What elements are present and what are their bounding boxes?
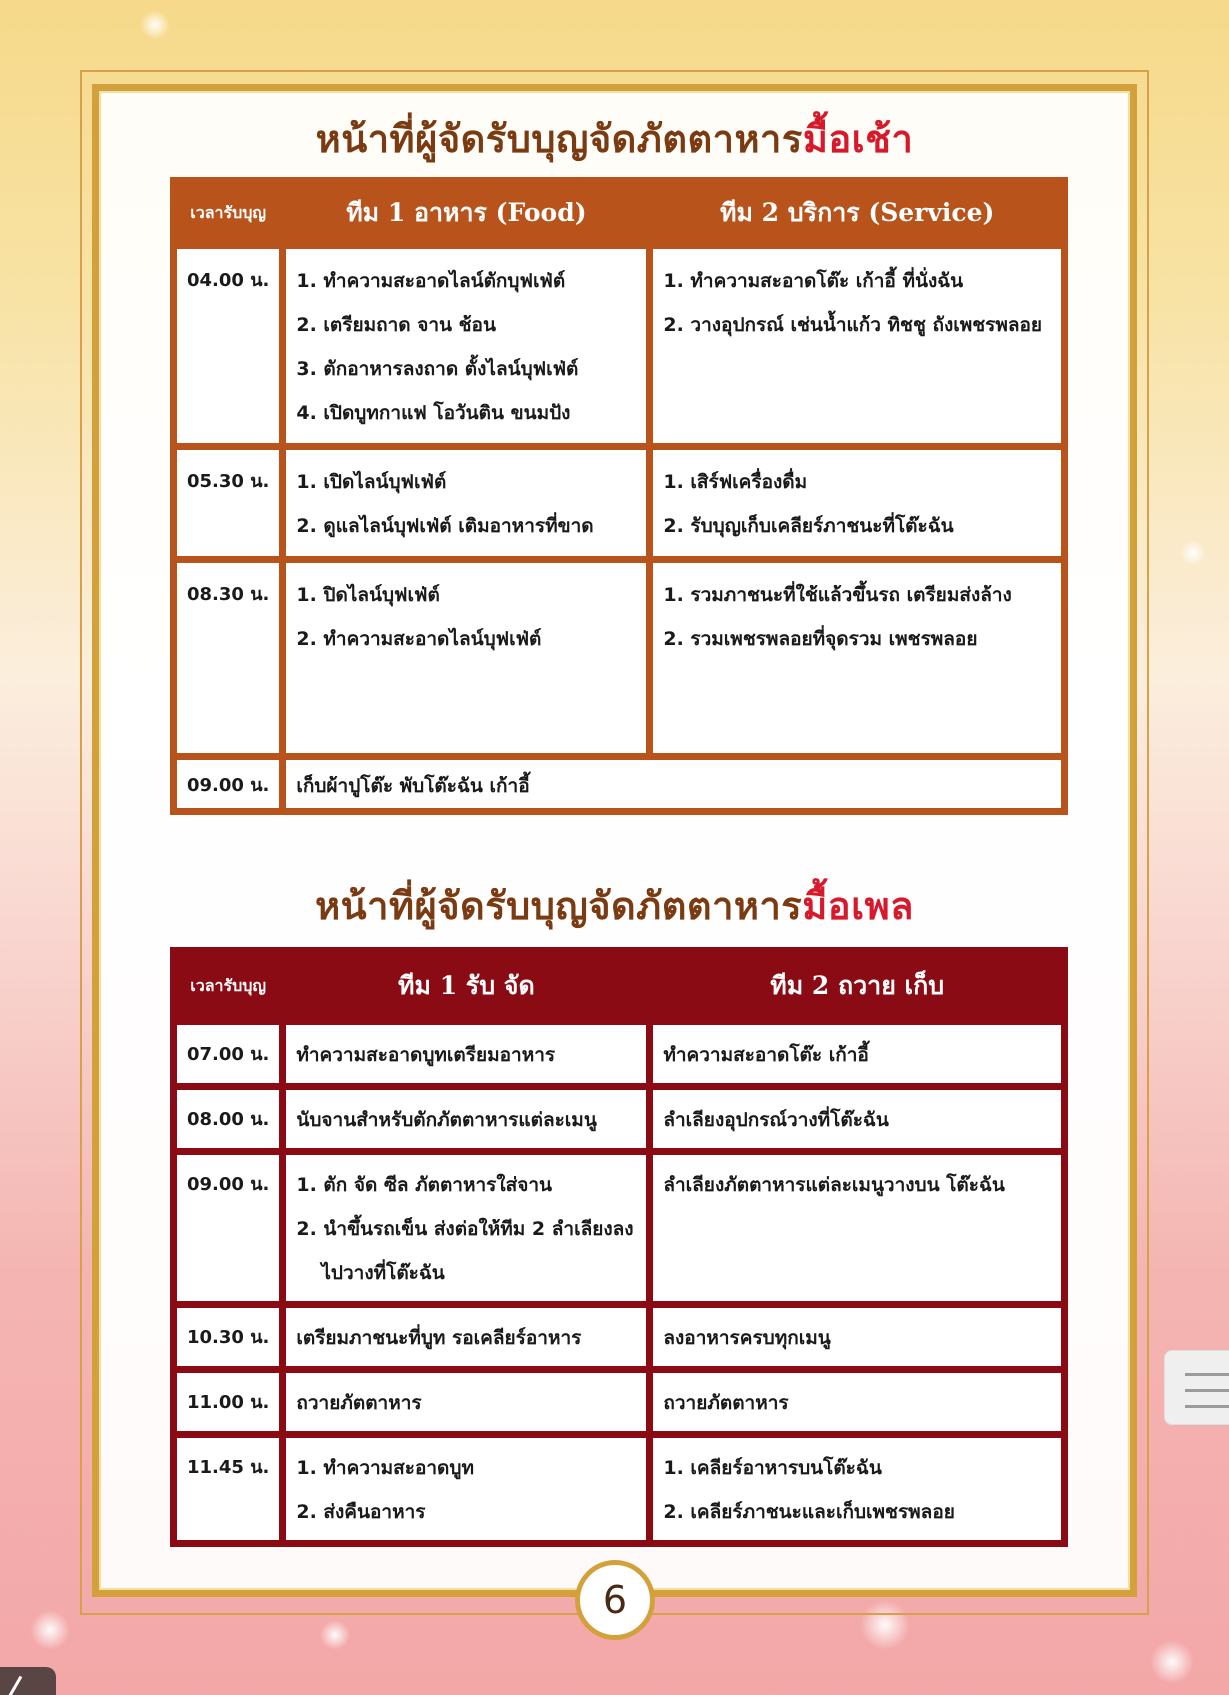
list-item: 2. ดูแลไลน์บุฟเฟ่ต์ เติมอาหารที่ขาด	[296, 515, 594, 537]
list-item: 2. เคลียร์ภาชนะและเก็บเพชรพลอย	[663, 1501, 955, 1523]
merged-cell: เก็บผ้าปูโต๊ะ พับโต๊ะฉัน เก้าอี้	[286, 760, 1061, 808]
row-time: 11.45 น.	[177, 1438, 279, 1540]
page-number-badge: 6	[575, 1560, 655, 1640]
team1-cell	[286, 1438, 646, 1540]
table-header-row	[177, 954, 1061, 1018]
noon-schedule-table	[170, 947, 1068, 1547]
sparkle-decoration	[320, 1620, 350, 1650]
list-item: เตรียมภาชนะที่บูท รอเคลียร์อาหาร	[296, 1327, 582, 1349]
team1-cell	[286, 450, 646, 556]
team2-cell	[653, 1373, 1061, 1431]
row-time: 10.30 น.	[177, 1308, 279, 1366]
list-item: ถวายภัตตาหาร	[296, 1392, 422, 1414]
list-item: 1. ทำความสะอาดบูท	[296, 1457, 474, 1479]
team1-cell	[286, 249, 646, 443]
team1-cell	[286, 1373, 646, 1431]
row-time: 08.00 น.	[177, 1090, 279, 1148]
sparkle-decoration	[30, 1610, 70, 1650]
corner-edit-button[interactable]	[0, 1667, 56, 1695]
check-icon	[9, 1676, 23, 1695]
sparkle-decoration	[140, 10, 170, 40]
hamburger-icon	[1185, 1389, 1229, 1392]
sparkle-decoration	[1150, 1640, 1194, 1684]
list-item: 1. เปิดไลน์บุฟเฟ่ต์	[296, 471, 447, 493]
list-item: 2. ส่งคืนอาหาร	[296, 1501, 426, 1523]
title-accent: มื้อเพล	[802, 883, 914, 928]
title-main: หน้าที่ผู้จัดรับบุญจัดภัตตาหาร	[315, 883, 803, 928]
hamburger-menu-button[interactable]	[1164, 1350, 1229, 1425]
table-row	[177, 249, 1061, 443]
table-row	[177, 1025, 1061, 1083]
table-header-row	[177, 184, 1061, 242]
team2-cell	[653, 563, 1061, 753]
list-item: 3. ตักอาหารลงถาด ตั้งไลน์บุฟเฟ่ต์	[296, 358, 579, 380]
sparkle-decoration	[1180, 540, 1206, 566]
table-row	[177, 1308, 1061, 1366]
title-accent: มื้อเช้า	[802, 116, 914, 161]
list-item: ลงอาหารครบทุกเมนู	[663, 1327, 831, 1349]
row-time: 04.00 น.	[177, 249, 279, 443]
team1-cell	[286, 1155, 646, 1301]
team1-cell	[286, 1025, 646, 1083]
table-row	[177, 450, 1061, 556]
team2-cell	[653, 1090, 1061, 1148]
row-time: 08.30 น.	[177, 563, 279, 753]
list-item: ลำเลียงภัตตาหารแต่ละเมนูวางบน โต๊ะฉัน	[663, 1174, 1005, 1196]
row-time: 09.00 น.	[177, 760, 279, 808]
list-item: 2. รวมเพชรพลอยที่จุดรวม เพชรพลอย	[663, 628, 978, 650]
list-item: 2. นำขึ้นรถเข็น ส่งต่อให้ทีม 2 ลำเลียงลงไปวางที่โต๊ะฉัน	[296, 1218, 634, 1284]
header-team2: ทีม 2 ถวาย เก็บ	[770, 971, 945, 1000]
title-main: หน้าที่ผู้จัดรับบุญจัดภัตตาหาร	[315, 116, 803, 161]
list-item: ลำเลียงอุปกรณ์วางที่โต๊ะฉัน	[663, 1109, 889, 1131]
list-item: 2. ทำความสะอาดไลน์บุฟเฟ่ต์	[296, 628, 542, 650]
team2-cell	[653, 450, 1061, 556]
list-item: 2. วางอุปกรณ์ เช่นน้ำแก้ว ทิชชู ถังเพชรพลอย	[663, 314, 1043, 336]
header-team1: ทีม 1 รับ จัด	[398, 971, 535, 1000]
noon-section-title	[0, 875, 1229, 936]
list-item: ทำความสะอาดโต๊ะ เก้าอี้	[663, 1044, 869, 1066]
list-item: 1. ทำความสะอาดไลน์ตักบุฟเฟ่ต์	[296, 270, 566, 292]
header-team2: ทีม 2 บริการ (Service)	[720, 198, 995, 227]
table-row	[177, 1438, 1061, 1540]
team1-cell	[286, 563, 646, 753]
header-time: เวลารับบุญ	[190, 202, 267, 222]
row-time: 09.00 น.	[177, 1155, 279, 1301]
team1-cell	[286, 1090, 646, 1148]
list-item: 1. ทำความสะอาดโต๊ะ เก้าอี้ ที่นั่งฉัน	[663, 270, 964, 292]
list-item: 1. ปิดไลน์บุฟเฟ่ต์	[296, 584, 440, 606]
table-row	[177, 563, 1061, 753]
list-item: 4. เปิดบูทกาแฟ โอวันติน ขนมปัง	[296, 402, 571, 424]
team2-cell	[653, 249, 1061, 443]
list-item: 1. ตัก จัด ซีล ภัตตาหารใส่จาน	[296, 1174, 553, 1196]
team2-cell	[653, 1155, 1061, 1301]
hamburger-icon	[1185, 1405, 1229, 1408]
table-row	[177, 1090, 1061, 1148]
hamburger-icon	[1185, 1373, 1229, 1376]
list-item: 2. เตรียมถาด จาน ช้อน	[296, 314, 496, 336]
team2-cell	[653, 1025, 1061, 1083]
team2-cell	[653, 1308, 1061, 1366]
list-item: นับจานสำหรับตักภัตตาหารแต่ละเมนู	[296, 1109, 597, 1131]
row-time: 05.30 น.	[177, 450, 279, 556]
team1-cell	[286, 1308, 646, 1366]
list-item: ถวายภัตตาหาร	[663, 1392, 789, 1414]
table-row	[177, 1373, 1061, 1431]
row-time: 07.00 น.	[177, 1025, 279, 1083]
morning-section-title	[0, 108, 1229, 169]
list-item: ทำความสะอาดบูทเตรียมอาหาร	[296, 1044, 556, 1066]
list-item: 1. รวมภาชนะที่ใช้แล้วขึ้นรถ เตรียมส่งล้าง	[663, 584, 1012, 606]
table-row	[177, 760, 1061, 808]
morning-schedule-table	[170, 177, 1068, 815]
list-item: 2. รับบุญเก็บเคลียร์ภาชนะที่โต๊ะฉัน	[663, 515, 954, 537]
row-time: 11.00 น.	[177, 1373, 279, 1431]
header-team1: ทีม 1 อาหาร (Food)	[346, 198, 587, 227]
table-row	[177, 1155, 1061, 1301]
list-item: 1. เคลียร์อาหารบนโต๊ะฉัน	[663, 1457, 882, 1479]
list-item: 1. เสิร์ฟเครื่องดื่ม	[663, 471, 808, 493]
team2-cell	[653, 1438, 1061, 1540]
header-time: เวลารับบุญ	[190, 975, 267, 995]
